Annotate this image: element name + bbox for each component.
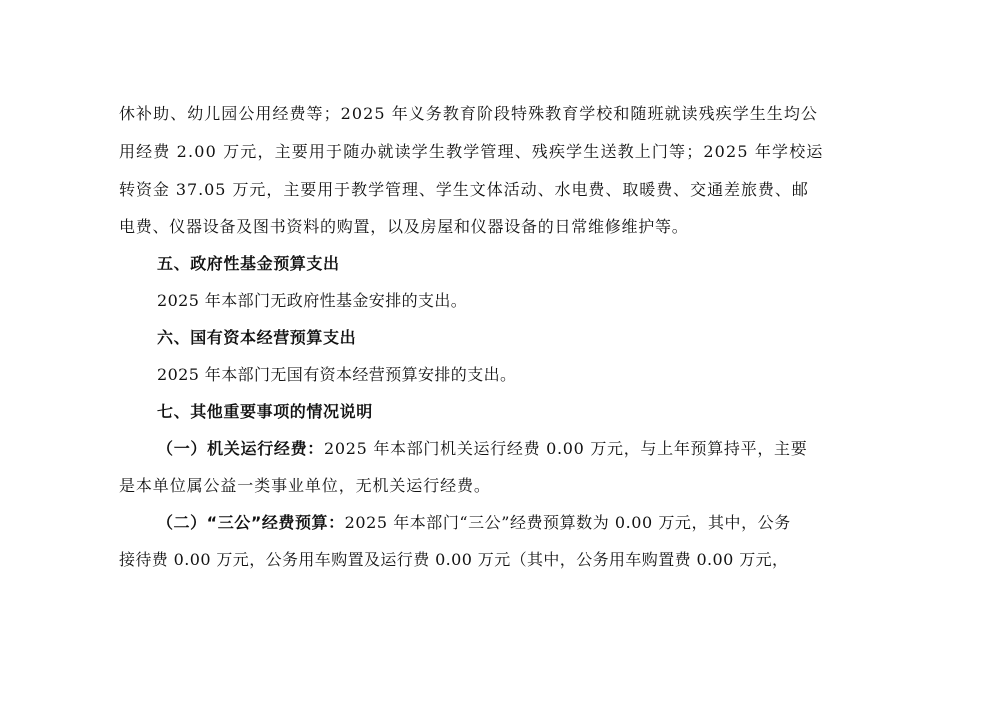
- item-text-three-public-expenses: 2025 年本部门“三公”经费预算数为 0.00 万元，其中，公务: [344, 513, 791, 532]
- item-three-public-expenses: [0, 512, 1000, 534]
- paragraph-state-capital: 2025 年本部门无国有资本经营预算安排的支出。: [157, 365, 517, 384]
- item-lead-operating-expenses: （一）机关运行经费：: [157, 439, 325, 458]
- item-text-operating-expenses: 2025 年本部门机关运行经费 0.00 万元，与上年预算持平，主要: [324, 439, 808, 458]
- paragraph-line: 电费、仪器设备及图书资料的购置，以及房屋和仪器设备的日常维修维护等。: [119, 217, 689, 236]
- item-operating-expenses: [0, 438, 1000, 460]
- paragraph-government-fund: 2025 年本部门无政府性基金安排的支出。: [157, 291, 468, 310]
- paragraph-line: 接待费 0.00 万元，公务用车购置及运行费 0.00 万元（其中，公务用车购置费 0.00 万元，: [119, 550, 789, 569]
- section-heading-other-matters: 七、其他重要事项的情况说明: [157, 402, 373, 421]
- section-heading-government-fund: 五、政府性基金预算支出: [157, 254, 340, 273]
- paragraph-line: 是本单位属公益一类事业单位，无机关运行经费。: [119, 476, 491, 495]
- paragraph-line: 休补助、幼儿园公用经费等；2025 年义务教育阶段特殊教育学校和随班就读残疾学生生均公: [119, 104, 818, 123]
- paragraph-line: 用经费 2.00 万元，主要用于随办就读学生教学管理、残疾学生送教上门等；2025 年学校运: [119, 142, 824, 161]
- section-heading-state-capital: 六、国有资本经营预算支出: [157, 328, 357, 347]
- item-lead-three-public-expenses: （二）“三公”经费预算：: [157, 513, 345, 532]
- paragraph-line: 转资金 37.05 万元，主要用于教学管理、学生文体活动、水电费、取暖费、交通差旅费、邮: [119, 180, 809, 199]
